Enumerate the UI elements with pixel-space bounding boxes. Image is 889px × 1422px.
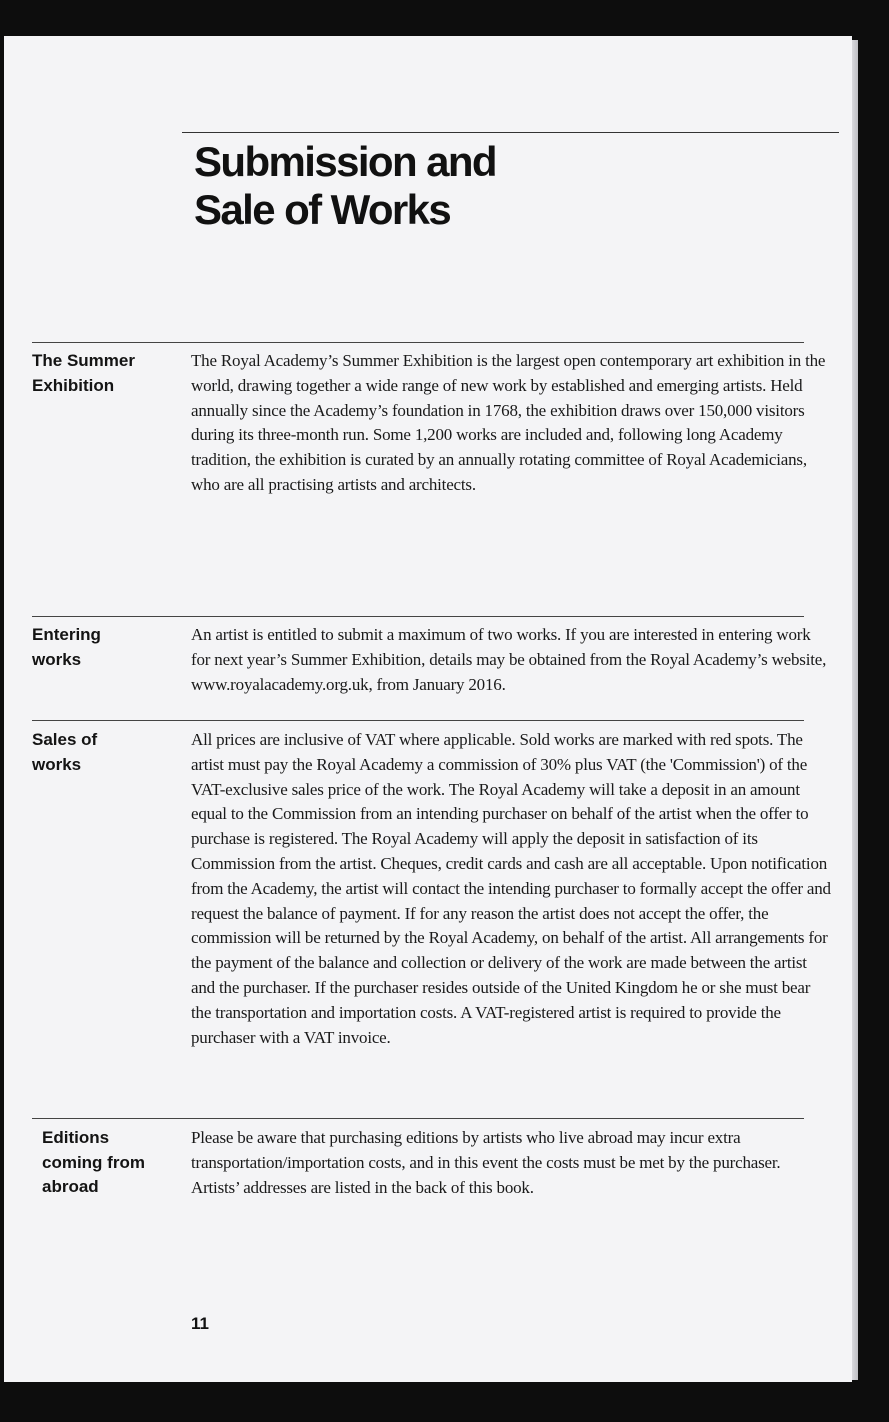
section-label bbox=[32, 349, 172, 398]
title-line-1: Submission and bbox=[194, 138, 496, 185]
section-label-line: Exhibition bbox=[32, 375, 115, 395]
section-label bbox=[32, 728, 172, 777]
section-label-line: works bbox=[32, 649, 82, 669]
section-rule bbox=[32, 1118, 804, 1119]
section-label-line: Sales of bbox=[32, 730, 98, 749]
book-page bbox=[4, 36, 852, 1382]
section-body: An artist is entitled to submit a maximum of two works. If you are interested in entering work for next year’s Summer Exhibition, details may be obtained from the Royal Academy’s website, www.royalacademy.org.uk, from January 2016. bbox=[191, 625, 827, 694]
section-rule bbox=[32, 616, 804, 617]
section-label-line: abroad bbox=[42, 1177, 99, 1196]
title-line-2: Sale of Works bbox=[194, 186, 451, 233]
section-label-line: Entering bbox=[32, 625, 101, 644]
section-label bbox=[42, 1126, 182, 1200]
section-label bbox=[32, 623, 172, 672]
page-number: 11 bbox=[191, 1314, 209, 1333]
section-label-line: Editions bbox=[42, 1128, 110, 1147]
page-title bbox=[194, 138, 496, 234]
section-body: All prices are inclusive of VAT where applicable. Sold works are marked with red spots. The artist must pay the Royal Academy a commission of 30% plus VAT (the 'Commission') of the VAT-exclusive sales price of the work. The Royal Academy will take a deposit in an amount equal to the Commission from an intending purchaser on behalf of the artist when the offer to purchase is registered. The Royal Academy will apply the deposit in satisfaction of its Commission from the artist. Cheques, credit cards and cash are all acceptable. Upon notification from the Academy, the artist will contact the intending purchaser to formally accept the offer and request the balance of payment. If for any reason the artist does not accept the offer, the commission will be returned by the Royal Academy, on behalf of the artist. All arrangements for the payment of the balance and collection or delivery of the work are made between the artist and the purchaser. If the purchaser resides outside of the United Kingdom he or she must bear the transportation and importation costs. A VAT-registered artist is required to provide the purchaser with a VAT invoice. bbox=[191, 730, 831, 1047]
page-edge bbox=[852, 40, 858, 1380]
section-body: Please be aware that purchasing editions by artists who live abroad may incur extra transportation/importation costs, and in this event the costs must be met by the purchaser. Artists’ addresses are listed in the back of this book. bbox=[191, 1128, 781, 1197]
section-label-line: coming from bbox=[42, 1152, 145, 1172]
section-rule bbox=[32, 720, 804, 721]
section-label-line: works bbox=[32, 754, 82, 774]
title-rule bbox=[182, 132, 839, 133]
section-rule bbox=[32, 342, 804, 343]
section-label-line: The Summer bbox=[32, 351, 135, 370]
section-body: The Royal Academy’s Summer Exhibition is the largest open contemporary art exhibition in the world, drawing together a wide range of new work by established and emerging artists. Held annually since the Academy’s foundation in 1768, the exhibition draws over 150,000 visitors during its three-month run. Some 1,200 works are included and, following long Academy tradition, the exhibition is curated by an annually rotating committee of Royal Academicians, who are all practising artists and architects. bbox=[191, 351, 826, 494]
